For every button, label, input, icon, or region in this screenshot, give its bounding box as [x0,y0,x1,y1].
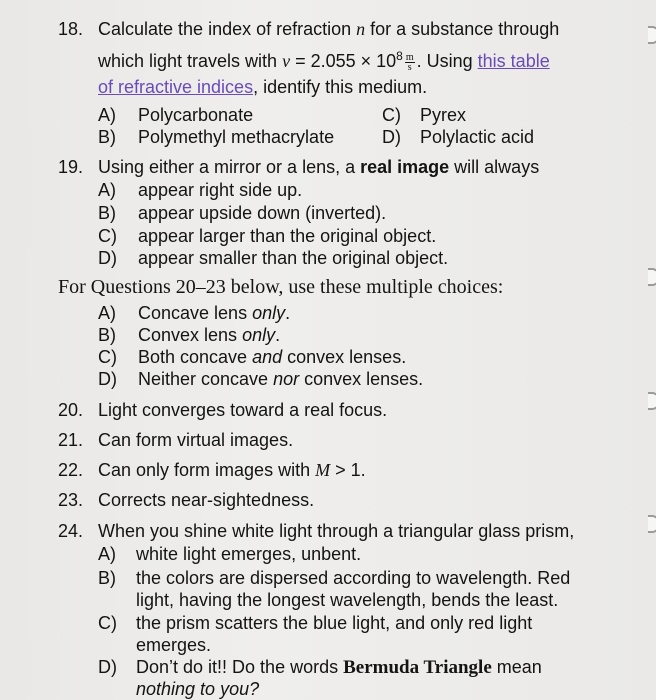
q18-option-a: A) [98,105,116,125]
q19-option-c: C) [98,226,117,246]
binder-hole [648,268,656,286]
q18-line1: Calculate the index of refraction n for a substance through [98,19,560,39]
q22-number: 22. [58,460,84,480]
q19-number: 19. [58,157,84,177]
q24-option-c: C) [98,613,117,633]
group-option-a: A) [98,303,116,323]
q19-option-d-text: appear smaller than the original object. [138,248,449,268]
q20-number: 20. [58,400,84,420]
q24-option-d: D) [98,657,117,677]
q19-option-b-text: appear upside down (inverted). [138,203,387,223]
q24-option-c-line1: the prism scatters the blue light, and only red light [136,613,533,633]
group-option-c: C) [98,347,117,367]
group-intro: For Questions 20–23 below, use these multiple choices: [58,276,504,298]
group-option-b: B) [98,325,116,345]
q24-question: When you shine white light through a triangular glass prism, [98,521,575,541]
group-option-d-text: Neither concave nor convex lenses. [138,369,424,389]
q24-option-a: A) [98,544,116,564]
q20-question: Light converges toward a real focus. [98,400,388,420]
q23-number: 23. [58,490,84,510]
q18-option-d: D) [382,127,401,147]
q18-option-b-text: Polymethyl methacrylate [138,127,335,147]
q18-option-c: C) [382,105,401,125]
q18-line2: which light travels with $v = 2.055 \times 10^8$ $\frac{m}{s}$ . Using this table [98,49,550,73]
q19-option-b: B) [98,203,116,223]
q21-number: 21. [58,430,84,450]
q24-number: 24. [58,521,84,541]
refractive-table-link[interactable]: this table [477,51,550,71]
refractive-table-link-cont[interactable]: of refractive indices [98,77,254,97]
q19-option-a-text: appear right side up. [138,180,303,200]
binder-hole [648,392,656,410]
q18-number: 18. [58,19,84,39]
unit-fraction: $\frac{m}{s}$ [405,51,414,73]
q24-option-a-text: white light emerges, unbent. [136,544,362,564]
q18-option-c-text: Pyrex [420,105,467,125]
q18-option-d-text: Polylactic acid [420,127,535,147]
group-option-b-text: Convex lens only. [138,325,281,345]
q19-option-c-text: appear larger than the original object. [138,226,437,246]
q24-option-c-line2: emerges. [136,635,212,655]
group-option-d: D) [98,369,117,389]
binder-hole [648,26,656,44]
q22-question: Can only form images with M > 1. [98,460,366,480]
q19-question: Using either a mirror or a lens, a real image will always [98,157,540,177]
binder-hole [648,515,656,533]
q24-option-d-line2: nothing to you? [136,679,260,699]
q23-question: Corrects near-sightedness. [98,490,315,510]
group-option-a-text: Concave lens only. [138,303,291,323]
q19-option-a: A) [98,180,116,200]
q21-question: Can form virtual images. [98,430,294,450]
q24-option-d-line1: Don’t do it!! Do the words Bermuda Triangle mean [136,657,542,678]
q18-line3: of refractive indices, identify this medium. [98,77,428,97]
q18-option-a-text: Polycarbonate [138,105,254,125]
q18-option-b: B) [98,127,116,147]
q19-option-d: D) [98,248,117,268]
group-option-c-text: Both concave and convex lenses. [138,347,407,367]
q24-option-b: B) [98,568,116,588]
q24-option-b-line1: the colors are dispersed according to wavelength. Red [136,568,571,588]
q24-option-b-line2: light, having the longest wavelength, bends the least. [136,590,559,610]
